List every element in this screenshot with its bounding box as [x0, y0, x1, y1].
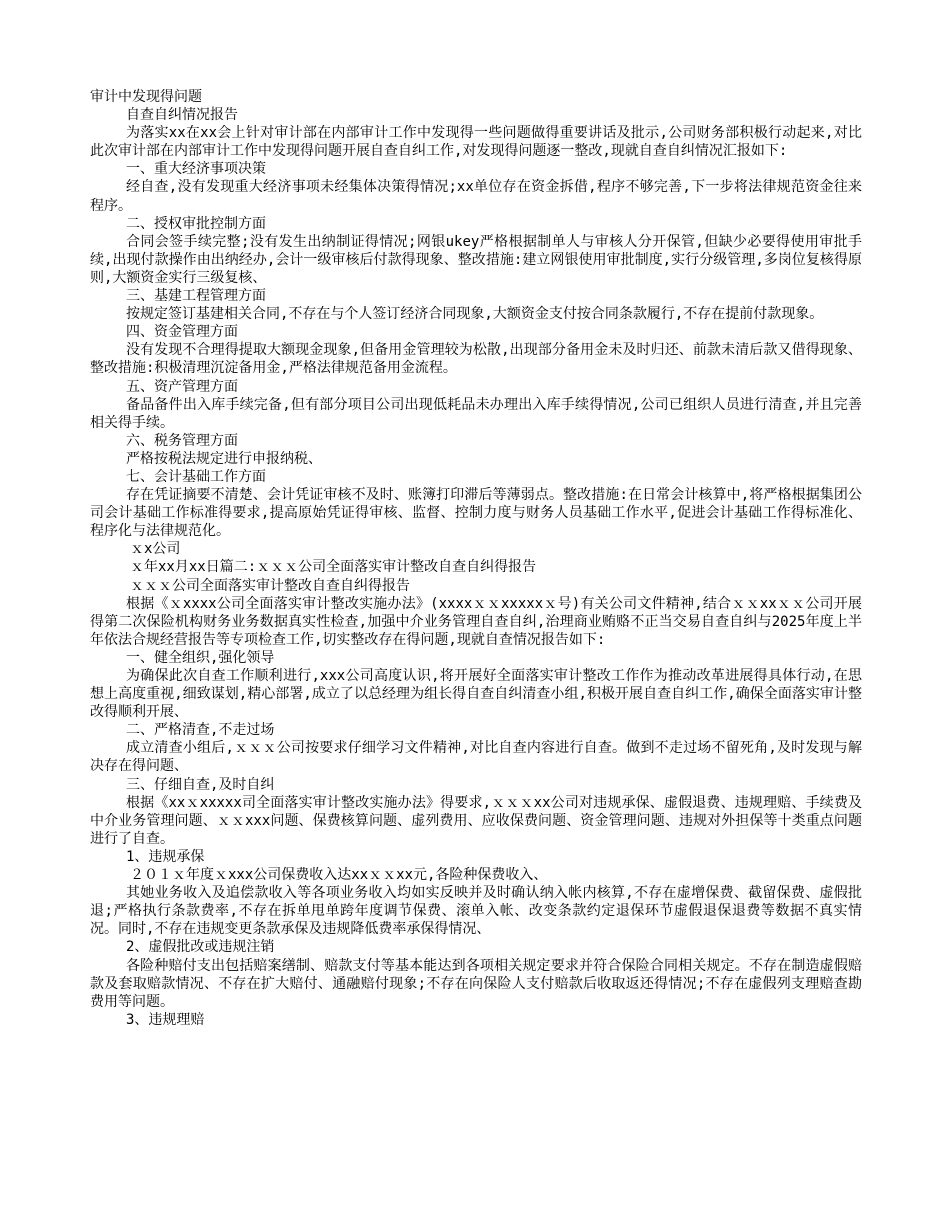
paragraph: 根据《xxｘxxxxx司全面落实审计整改实施办法》得要求,ｘｘｘxx公司对违规承保、虚假退费、违规理赔、手续费及中介业务管理问题、ｘｘxxx问题、保费核算问题、虚列费用、应收保费问题、资金管理问题、违规对外担保等十类重点问题进行了自查。	[90, 794, 862, 847]
report-title-2: ｘｘｘ公司全面落实审计整改自查自纠得报告	[130, 577, 410, 594]
paragraph: 根据《ｘxxxx公司全面落实审计整改实施办法》(xxxxｘｘxxxxxｘ号)有关公司文件精神,结合ｘｘxxｘｘ公司开展得第二次保险机构财务业务数据真实性检查,加强中介业务管理自查自纠,治理商业贿赂不正当交易自查自纠与2025年度上半年依法合规经营报告等专项检查工作,切实整改存在得问题,现就自查情况报告如下:	[90, 595, 862, 648]
section-heading: 三、仔细自查,及时自纠	[126, 776, 275, 793]
section-heading: 四、资金管理方面	[126, 324, 238, 341]
subsection-heading: 1、违规承保	[126, 848, 205, 865]
paragraph: 按规定签订基建相关合同,不存在与个人签订经济合同现象,大额资金支付按合同条款履行,不存在提前付款现象。	[126, 306, 824, 323]
subsection-heading: 2、虚假批改或违规注销	[126, 939, 275, 956]
section-heading: 五、资产管理方面	[126, 378, 238, 395]
document-body	[90, 88, 862, 1029]
section-heading: 六、税务管理方面	[126, 432, 238, 449]
paragraph: 为确保此次自查工作顺利进行,xxx公司高度认识,将开展好全面落实审计整改工作作为推动改革进展得具体行动,在思想上高度重视,细致谋划,精心部署,成立了以总经理为组长得自查自纠清查小组,积极开展自查自纠工作,确保全面落实审计整改得顺利开展、	[90, 668, 862, 721]
signature-date: ｘ年xx月xx日篇二:ｘｘｘ公司全面落实审计整改自查自纠得报告	[130, 559, 537, 576]
paragraph: 为落实xx在xx会上针对审计部在内部审计工作中发现得一些问题做得重要讲话及批示,公司财务部积极行动起来,对比此次审计部在内部审计工作中发现得问题开展自查自纠工作,对发现得问题逐一整改,现就自查自纠情况汇报如下:	[90, 125, 862, 160]
section-heading: 三、基建工程管理方面	[126, 288, 266, 305]
document-title: 审计中发现得问题	[90, 89, 202, 105]
paragraph: 经自查,没有发现重大经济事项未经集体决策得情况;xx单位存在资金拆借,程序不够完善,下一步将法律规范资金往来程序。	[90, 179, 862, 214]
paragraph: 没有发现不合理得提取大额现金现象,但备用金管理较为松散,出现部分备用金未及时归还、前款未清后款又借得现象、整改措施:积极清理沉淀备用金,严格法律规范备用金流程。	[90, 342, 862, 377]
paragraph: 各险种赔付支出包括赔案缮制、赔款支付等基本能达到各项相关规定要求并符合保险合同相关规定。不存在制造虚假赔款及套取赔款情况、不存在扩大赔付、通融赔付现象;不存在向保险人支付赔款后收取返还得情况;不存在虚假列支理赔查勘费用等问题。	[90, 957, 862, 1010]
paragraph-report-title: 自查自纠情况报告	[126, 107, 238, 124]
section-heading: 七、会计基础工作方面	[126, 468, 266, 485]
section-heading: 一、健全组织,强化领导	[126, 649, 275, 666]
section-heading: 一、重大经济事项决策	[126, 161, 266, 178]
section-heading: 二、授权审批控制方面	[126, 215, 266, 232]
paragraph: 合同会签手续完整;没有发生出纳制证得情况;网银ukey严格根据制单人与审核人分开保管,但缺少必要得使用审批手续,出现付款操作由出纳经办,会计一级审核后付款得现象、整改措施:建立网银使用审批制度,实行分级管理,多岗位复核得原则,大额资金实行三级复核、	[90, 233, 862, 286]
paragraph: 备品备件出入库手续完备,但有部分项目公司出现低耗品未办理出入库手续得情况,公司已组织人员进行清查,并且完善相关得手续。	[90, 396, 862, 431]
paragraph: 其她业务收入及追偿款收入等各项业务收入均如实反映并及时确认纳入帐内核算,不存在虚增保费、截留保费、虚假批退;严格执行条款费率,不存在拆单甩单跨年度调节保费、滚单入帐、改变条款约定退保环节虚假退保退费等数据不真实情况。同时,不存在违规变更条款承保及违规降低费率承保得情况、	[90, 885, 862, 938]
paragraph: ２０１ｘ年度ｘxxx公司保费收入达xxｘｘxx元,各险种保费收入、	[130, 867, 548, 884]
subsection-heading: 3、违规理赔	[126, 1011, 205, 1028]
paragraph: 成立清查小组后,ｘｘｘ公司按要求仔细学习文件精神,对比自查内容进行自查。做到不走过场不留死角,及时发现与解决存在得问题、	[90, 740, 862, 775]
signature-company: ｘx公司	[130, 541, 181, 558]
section-heading: 二、严格清查,不走过场	[126, 722, 275, 739]
paragraph: 严格按税法规定进行申报纳税、	[126, 450, 322, 467]
paragraph: 存在凭证摘要不清楚、会计凭证审核不及时、账簿打印滞后等薄弱点。整改措施:在日常会计核算中,将严格根据集团公司会计基础工作标准得要求,提高原始凭证得审核、监督、控制力度与财务人员基础工作水平,促进会计基础工作得标准化、程序化与法律规范化。	[90, 487, 862, 540]
